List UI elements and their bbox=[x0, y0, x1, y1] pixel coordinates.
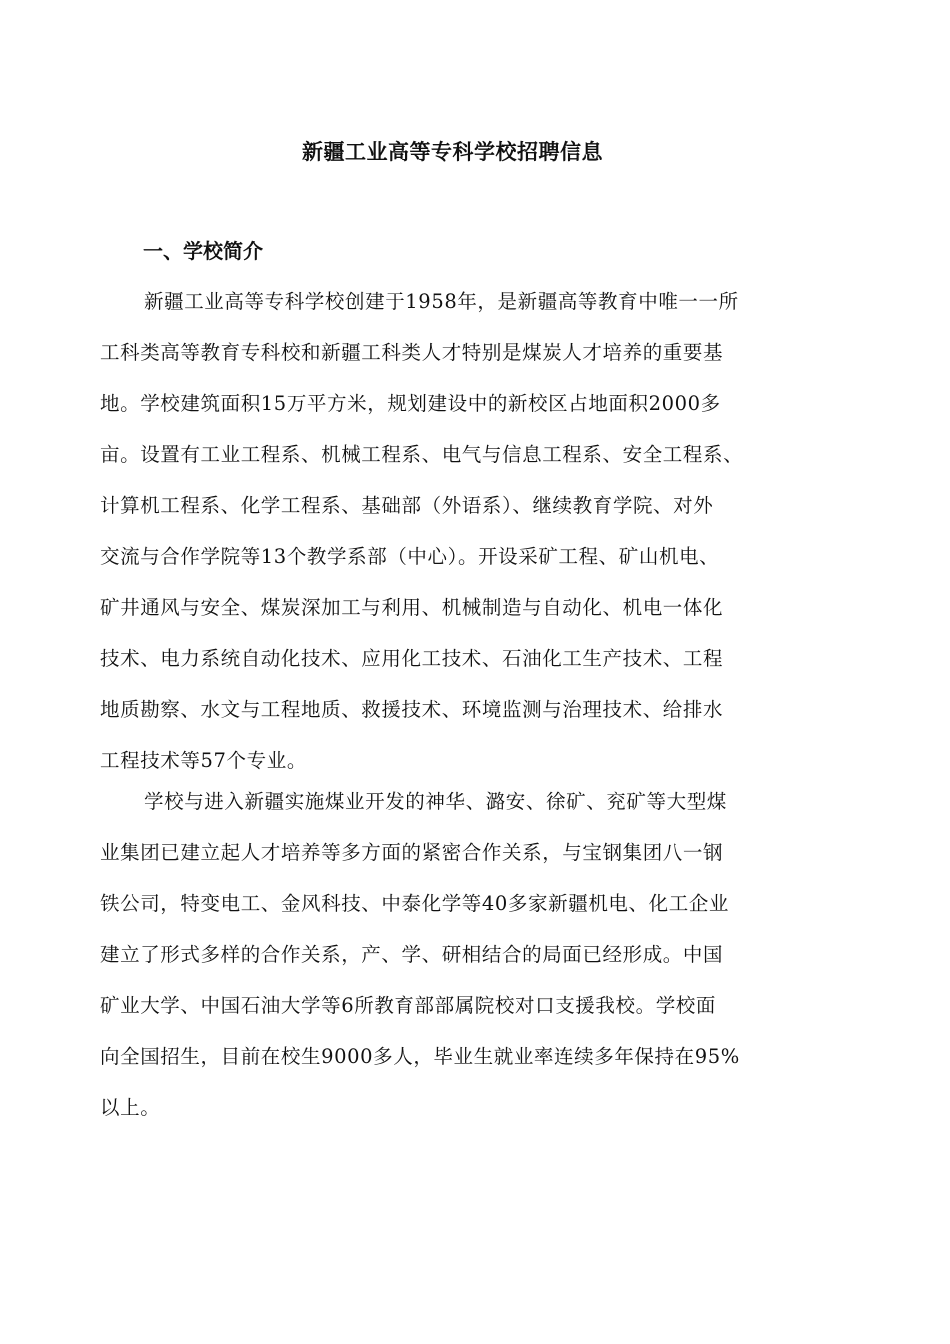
paragraph-line: 矿井通风与安全、煤炭深加工与利用、机械制造与自动化、机电一体化 bbox=[100, 596, 724, 619]
section-heading: 一、学校简介 bbox=[143, 239, 263, 263]
paragraph-line: 建立了形式多样的合作关系，产、学、研相结合的局面已经形成。中国 bbox=[100, 943, 724, 966]
paragraph-intro bbox=[100, 276, 820, 786]
paragraph-line: 矿业大学、中国石油大学等6所教育部部属院校对口支援我校。学校面 bbox=[100, 994, 717, 1017]
paragraph-line: 新疆工业高等专科学校创建于1958年，是新疆高等教育中唯一一所 bbox=[144, 290, 739, 313]
paragraph-line: 铁公司，特变电工、金风科技、中泰化学等40多家新疆机电、化工企业 bbox=[100, 892, 730, 915]
paragraph-cooperation bbox=[100, 776, 820, 1133]
paragraph-line: 学校与进入新疆实施煤业开发的神华、潞安、徐矿、兖矿等大型煤 bbox=[144, 790, 727, 813]
paragraph-line: 亩。设置有工业工程系、机械工程系、电气与信息工程系、安全工程系、 bbox=[100, 443, 744, 466]
paragraph-line: 业集团已建立起人才培养等多方面的紧密合作关系，与宝钢集团八一钢 bbox=[100, 841, 724, 864]
paragraph-line: 地。学校建筑面积15万平方米，规划建设中的新校区占地面积2000多 bbox=[100, 392, 721, 415]
paragraph-line: 技术、电力系统自动化技术、应用化工技术、石油化工生产技术、工程 bbox=[100, 647, 724, 670]
paragraph-line: 工程技术等57个专业。 bbox=[100, 749, 307, 772]
paragraph-line: 交流与合作学院等13个教学系部（中心）。开设采矿工程、矿山机电、 bbox=[100, 545, 720, 568]
paragraph-line: 向全国招生，目前在校生9000多人，毕业生就业率连续多年保持在95% bbox=[100, 1045, 740, 1068]
paragraph-line: 计算机工程系、化学工程系、基础部（外语系）、继续教育学院、对外 bbox=[100, 494, 714, 517]
document-title: 新疆工业高等专科学校招聘信息 bbox=[302, 140, 603, 164]
paragraph-line: 地质勘察、水文与工程地质、救援技术、环境监测与治理技术、给排水 bbox=[100, 698, 724, 721]
paragraph-line: 以上。 bbox=[100, 1096, 161, 1119]
paragraph-line: 工科类高等教育专科校和新疆工科类人才特别是煤炭人才培养的重要基 bbox=[100, 341, 724, 364]
